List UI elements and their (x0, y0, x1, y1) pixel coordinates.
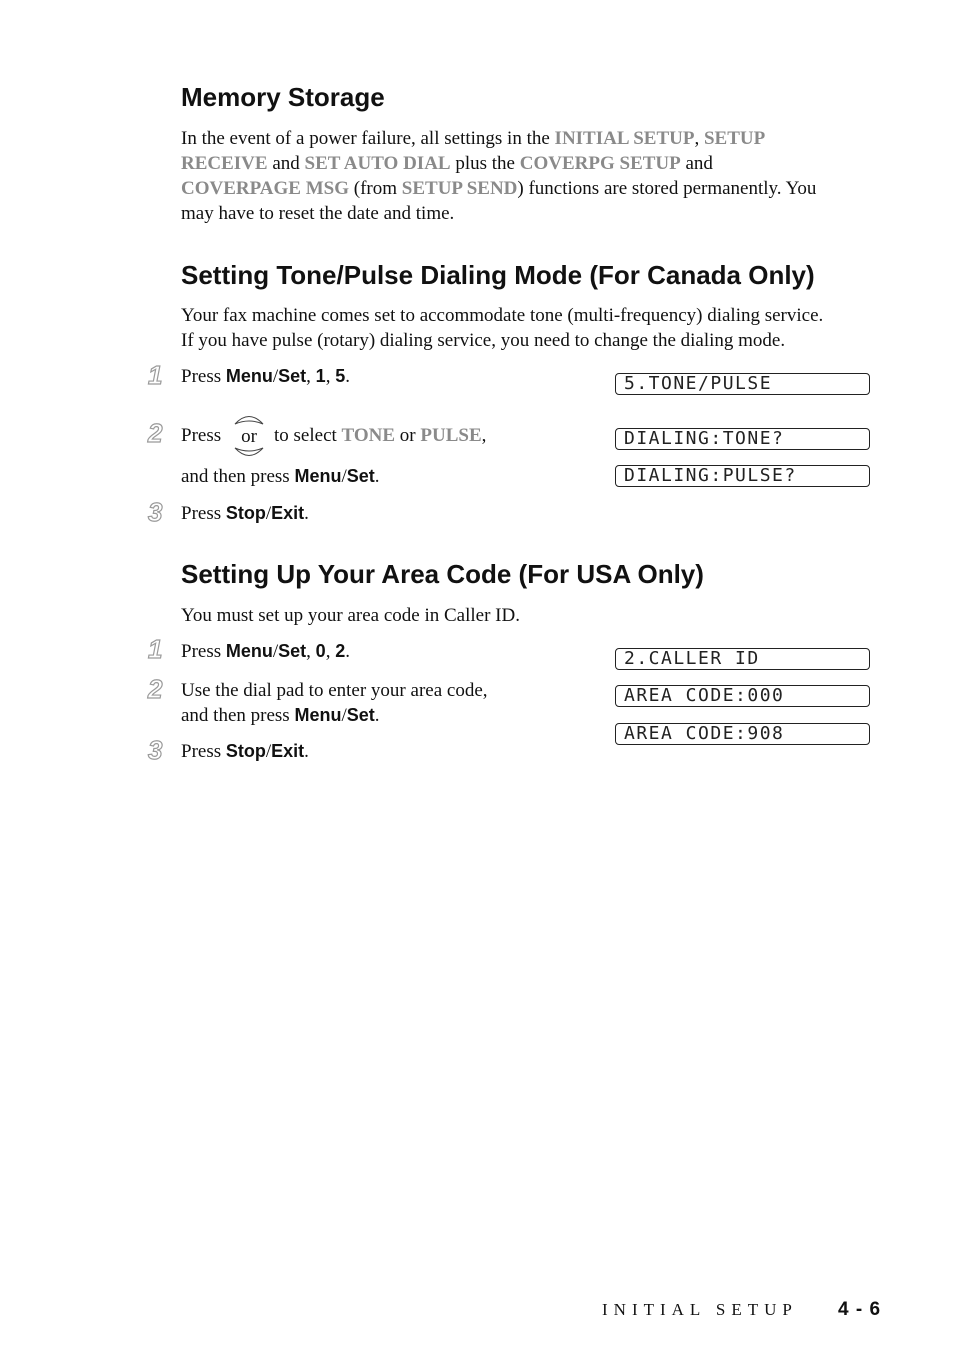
area-intro: You must set up your area code in Caller ID. (181, 605, 520, 626)
digit-key: 5 (335, 366, 346, 386)
tone-paragraph (181, 303, 901, 353)
step-text (181, 703, 488, 728)
step-text: , (325, 641, 336, 662)
step-text: Press (181, 503, 226, 524)
exit-key: Exit (271, 741, 305, 761)
lcd-text: AREA CODE:000 (624, 685, 785, 706)
step-text: . (304, 741, 309, 762)
tone-line-2: If you have pulse (rotary) dialing service, you need to change the dialing mode. (181, 330, 786, 351)
step-text: , (481, 425, 487, 446)
memory-line-2 (181, 151, 881, 176)
option-pulse: PULSE (420, 425, 482, 446)
step-number: 1 (148, 634, 163, 664)
menu-key: Menu (294, 466, 342, 486)
memory-text: , (694, 128, 700, 149)
lcd-text: DIALING:PULSE? (624, 465, 797, 486)
lcd-display (615, 685, 870, 707)
step-text: , (306, 366, 316, 387)
step-text: , (325, 366, 336, 387)
tone-step-1 (181, 364, 350, 389)
step-text: and then press (181, 705, 295, 726)
step-number: 2 (148, 674, 163, 704)
menu-term-initial-setup: INITIAL SETUP (554, 128, 695, 149)
option-tone: TONE (341, 425, 396, 446)
set-key: Set (278, 366, 307, 386)
memory-line-1 (181, 126, 881, 151)
step-text: Use the dial pad to enter your area code, (181, 680, 488, 701)
tone-step-2-select (274, 423, 486, 448)
set-key: Set (346, 466, 375, 486)
step-text: to select (274, 425, 342, 446)
step-text: or (395, 425, 421, 446)
lcd-display (615, 465, 870, 487)
area-heading: Setting Up Your Area Code (For USA Only) (181, 559, 704, 589)
digit-key: 0 (315, 641, 326, 661)
menu-key: Menu (225, 366, 273, 386)
tone-heading: Setting Tone/Pulse Dialing Mode (For Canada Only) (181, 260, 815, 290)
footer-section-title: INITIAL SETUP (602, 1300, 798, 1319)
step-text: Press (181, 366, 226, 387)
menu-key: Menu (294, 705, 342, 725)
area-step-2 (181, 678, 488, 728)
menu-term-coverpg-setup: COVERPG SETUP (519, 153, 681, 174)
step-text: / (341, 705, 347, 726)
digit-key: 1 (315, 366, 326, 386)
lcd-display (615, 428, 870, 450)
step-text: Press (181, 741, 226, 762)
area-step-1 (181, 639, 350, 664)
step-text: . (374, 466, 380, 487)
step-number: 3 (148, 497, 163, 527)
tone-step-2-press: Press (181, 425, 222, 446)
memory-line-4: may have to reset the date and time. (181, 203, 455, 224)
memory-paragraph (181, 126, 881, 226)
memory-text: and (267, 153, 305, 174)
step-text: / (341, 466, 347, 487)
memory-text: and (680, 153, 713, 174)
memory-text: ) functions are stored permanently. You (517, 178, 817, 199)
set-key: Set (278, 641, 307, 661)
lcd-text: 2.CALLER ID (624, 648, 760, 669)
step-number: 2 (148, 418, 163, 448)
set-key: Set (346, 705, 375, 725)
step-text: , (306, 641, 316, 662)
area-step-3 (181, 739, 309, 764)
step-text: . (345, 366, 350, 387)
step-number: 1 (148, 360, 163, 390)
menu-term-set-auto-dial: SET AUTO DIAL (304, 153, 451, 174)
tone-step-2-then (181, 464, 380, 489)
menu-term-coverpage-msg: COVERPAGE MSG (181, 178, 350, 199)
lcd-text: AREA CODE:908 (624, 723, 785, 744)
step-text: . (374, 705, 380, 726)
stop-key: Stop (225, 503, 266, 523)
digit-key: 2 (335, 641, 346, 661)
step-text: and then press (181, 466, 295, 487)
memory-text: plus the (450, 153, 520, 174)
stop-key: Stop (225, 741, 266, 761)
or-label: or (241, 426, 257, 447)
tone-step-3 (181, 501, 309, 526)
lcd-text: 5.TONE/PULSE (624, 373, 773, 394)
memory-text: In the event of a power failure, all settings in the (181, 128, 555, 149)
lcd-display (615, 648, 870, 670)
menu-key: Menu (225, 641, 273, 661)
lcd-display (615, 373, 870, 395)
lcd-display (615, 723, 870, 745)
page-number: 4 - 6 (838, 1299, 882, 1320)
step-text: . (304, 503, 309, 524)
menu-term-setup: SETUP (703, 128, 766, 149)
step-text: / (265, 741, 272, 762)
memory-line-3 (181, 176, 881, 201)
step-text: Press (181, 641, 226, 662)
up-down-arrow-icon (232, 411, 266, 461)
step-text: . (345, 641, 350, 662)
tone-line-1: Your fax machine comes set to accommodate tone (multi-frequency) dialing service. (181, 305, 824, 326)
exit-key: Exit (271, 503, 305, 523)
step-number: 3 (148, 735, 163, 765)
memory-heading: Memory Storage (181, 82, 385, 112)
step-text: / (272, 366, 279, 387)
step-text: / (265, 503, 272, 524)
memory-text: (from (349, 178, 402, 199)
lcd-text: DIALING:TONE? (624, 428, 785, 449)
menu-term-receive: RECEIVE (181, 153, 268, 174)
menu-term-setup-send: SETUP SEND (401, 178, 518, 199)
step-text: / (272, 641, 279, 662)
